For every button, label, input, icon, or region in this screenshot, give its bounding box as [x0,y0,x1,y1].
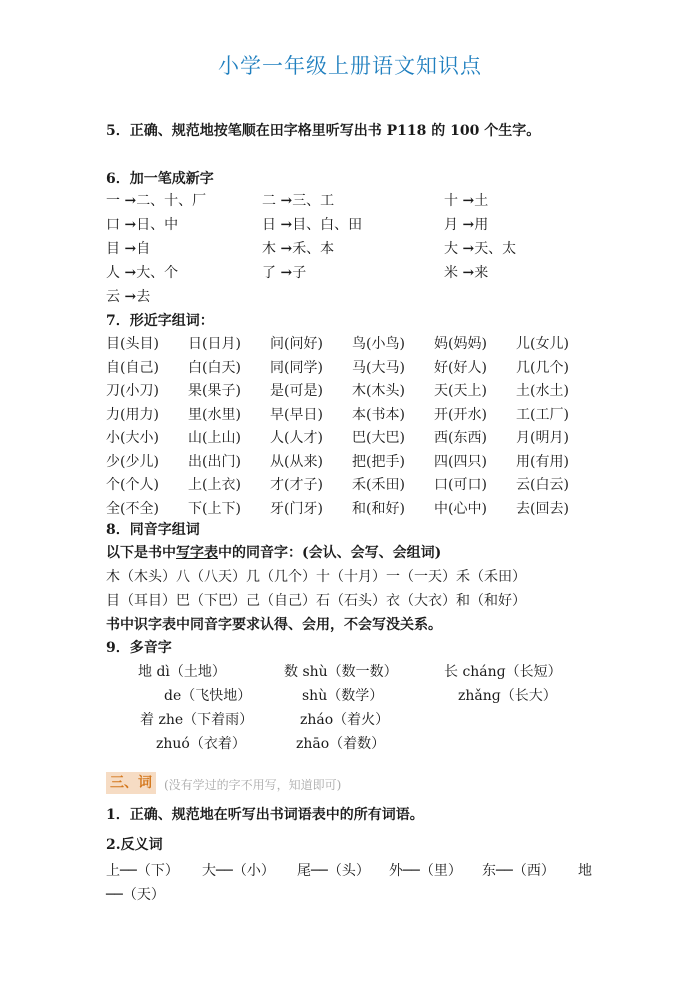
arrow-icon: → [124,289,137,305]
intro-text-b: 中的同音字：(会认、会写、会组词) [218,545,442,561]
similar-char-word: 禾(禾田) [352,477,405,493]
new-chars: 去 [136,289,151,305]
add-stroke-entry [106,238,150,258]
polyphone-cell: shù（数学） [302,688,384,704]
arrow-icon: → [124,265,137,281]
similar-char-word: 木(木头) [352,383,405,399]
polyphone-cell: 着 zhe（下着雨） [140,712,254,728]
add-stroke-entry [106,214,178,234]
arrow-icon: → [280,241,293,257]
part-3-note: (没有学过的字不用写，知道即可) [164,778,342,792]
new-chars: 大、个 [136,265,179,281]
similar-char-word: 上(上衣) [188,477,241,493]
antonym-pair: 大──（小） [202,863,275,879]
similar-char-word: 全(不全) [106,500,159,517]
antonym-pair: 尾──（头） [297,863,370,879]
section-6-heading: 6．加一笔成新字 [106,171,214,187]
similar-char-word: 巴(大巴) [352,430,405,446]
similar-char-word: 牙(门牙) [270,500,323,517]
similar-char-word: 工(工厂) [516,406,569,423]
similar-char-word: 果(果子) [188,383,241,399]
new-chars: 用 [474,217,489,233]
arrow-icon: → [462,193,475,209]
similar-char-word: 目(头目) [106,336,159,352]
new-chars: 禾、本 [292,241,335,257]
add-stroke-entry [262,190,334,210]
base-char: 一 [106,193,125,209]
base-char: 十 [444,193,463,209]
new-chars: 天、太 [474,241,517,257]
similar-char-word: 是(可是) [270,383,323,399]
add-stroke-entry [444,238,516,258]
new-chars: 土 [474,193,489,209]
section-7-heading: 7．形近字组词： [106,313,214,329]
similar-char-word: 日(日月) [188,336,241,352]
similar-char-word: 小(大小) [106,430,159,446]
new-chars: 自 [136,241,151,257]
similar-char-word: 才(才子) [270,477,323,493]
intro-text-a: 以下是书中 [106,545,176,561]
base-char: 云 [106,289,125,305]
similar-char-word: 儿(女儿) [516,336,569,352]
antonym-pair: 东──（西） [482,863,555,879]
new-chars: 来 [474,265,489,281]
antonym-heading: 2.反义词 [106,837,163,853]
polyphone-cell: de（飞快地） [164,688,252,704]
base-char: 目 [106,241,125,257]
antonym-pair: 地 [578,863,592,879]
section-8-note: 书中识字表中同音字要求认得、会用，不会写没关系。 [106,617,442,633]
base-char: 米 [444,265,463,281]
new-chars: 日、中 [136,217,179,233]
similar-char-word: 天(天上) [434,383,487,399]
similar-char-word: 用(有用) [516,453,569,470]
similar-char-word: 土(水土) [516,383,569,399]
polyphone-cell: zhuó（衣着） [156,736,246,752]
arrow-icon: → [280,217,293,233]
polyphone-cell: 长 chánɡ（长短） [444,664,562,680]
similar-char-word: 把(把手) [352,453,405,470]
arrow-icon: → [462,241,475,257]
page-title: 小学一年级上册语文知识点 [218,54,482,78]
base-char: 日 [262,217,281,233]
polyphone-cell: zhāo（着数） [296,736,386,752]
arrow-icon: → [462,265,475,281]
similar-char-word: 力(用力) [106,406,159,423]
similar-char-word: 云(白云) [516,477,569,493]
part-3-tag: 三、词 [106,772,156,794]
section-9-heading: 9．多音字 [106,640,172,656]
add-stroke-entry [106,262,178,282]
polyphone-cell: zhǎnɡ（长大） [458,688,557,704]
antonym-pair: 上──（下） [106,863,179,879]
polyphone-cell: zháo（着火） [300,712,390,728]
homophone-row-2: 目（耳目）巴（下巴）己（自己）石（石头）衣（大衣）和（和好） [106,593,526,609]
similar-char-word: 几(几个) [516,359,569,376]
similar-char-word: 里(水里) [188,406,241,423]
antonym-pair-tail: ──（天） [106,887,165,903]
add-stroke-entry [444,190,488,210]
add-stroke-entry [262,214,362,234]
section-8-intro [106,542,441,562]
similar-char-word: 人(人才) [270,430,323,446]
similar-char-word: 自(自己) [106,359,159,376]
similar-char-word: 妈(妈妈) [434,336,487,352]
add-stroke-entry [262,262,306,282]
polyphone-cell: 数 shù（数一数） [284,664,398,680]
base-char: 木 [262,241,281,257]
similar-char-word: 白(白天) [188,359,241,376]
base-char: 二 [262,193,281,209]
similar-char-word: 早(早日) [270,406,323,423]
arrow-icon: → [280,193,293,209]
homophone-row-1: 木（木头）八（八天）几（几个）十（十月）一（一天）禾（禾田） [106,569,526,585]
similar-char-word: 好(好人) [434,359,487,376]
part-3-item-1: 1．正确、规范地在听写出书词语表中的所有词语。 [106,807,424,823]
similar-char-word: 中(心中) [434,500,487,517]
similar-char-word: 少(少儿) [106,453,159,470]
section-8-heading: 8．同音字组词 [106,522,200,538]
similar-char-word: 本(书本) [352,406,405,423]
base-char: 口 [106,217,125,233]
similar-char-word: 问(问好) [270,336,323,352]
similar-char-word: 开(开水) [434,406,487,423]
similar-char-word: 个(个人) [106,477,159,493]
antonym-pair: 外──（里） [389,863,462,879]
similar-char-word: 同(同学) [270,359,323,376]
similar-char-word: 月(明月) [516,430,569,446]
add-stroke-entry [444,262,488,282]
base-char: 大 [444,241,463,257]
base-char: 了 [262,265,281,281]
similar-char-word: 西(东西) [434,430,487,446]
similar-char-word: 山(上山) [188,430,241,446]
similar-char-word: 从(从来) [270,453,323,470]
arrow-icon: → [124,217,137,233]
arrow-icon: → [124,241,137,257]
base-char: 人 [106,265,125,281]
similar-char-word: 下(上下) [188,500,241,517]
similar-char-word: 出(出门) [188,453,241,470]
add-stroke-entry [444,214,488,234]
base-char: 月 [444,217,463,233]
similar-char-word: 刀(小刀) [106,383,159,399]
intro-text-underlined: 写字表 [176,545,218,561]
new-chars: 三、工 [292,193,335,209]
new-chars: 子 [292,265,307,281]
polyphone-cell: 地 dì（土地） [138,664,226,680]
arrow-icon: → [280,265,293,281]
new-chars: 二、十、厂 [136,193,207,209]
add-stroke-entry [106,190,206,210]
similar-char-word: 四(四只) [434,453,487,470]
similar-char-word: 鸟(小鸟) [352,336,405,352]
similar-char-word: 去(回去) [516,500,569,517]
arrow-icon: → [124,193,137,209]
arrow-icon: → [462,217,475,233]
similar-char-word: 和(和好) [352,500,405,517]
add-stroke-entry [262,238,334,258]
add-stroke-entry [106,286,150,306]
similar-char-word: 马(大马) [352,359,405,376]
section-5-item: 5．正确、规范地按笔顺在田字格里听写出书 P118 的 100 个生字。 [106,123,541,139]
similar-char-word: 口(可口) [434,477,487,493]
new-chars: 目、白、田 [292,217,363,233]
